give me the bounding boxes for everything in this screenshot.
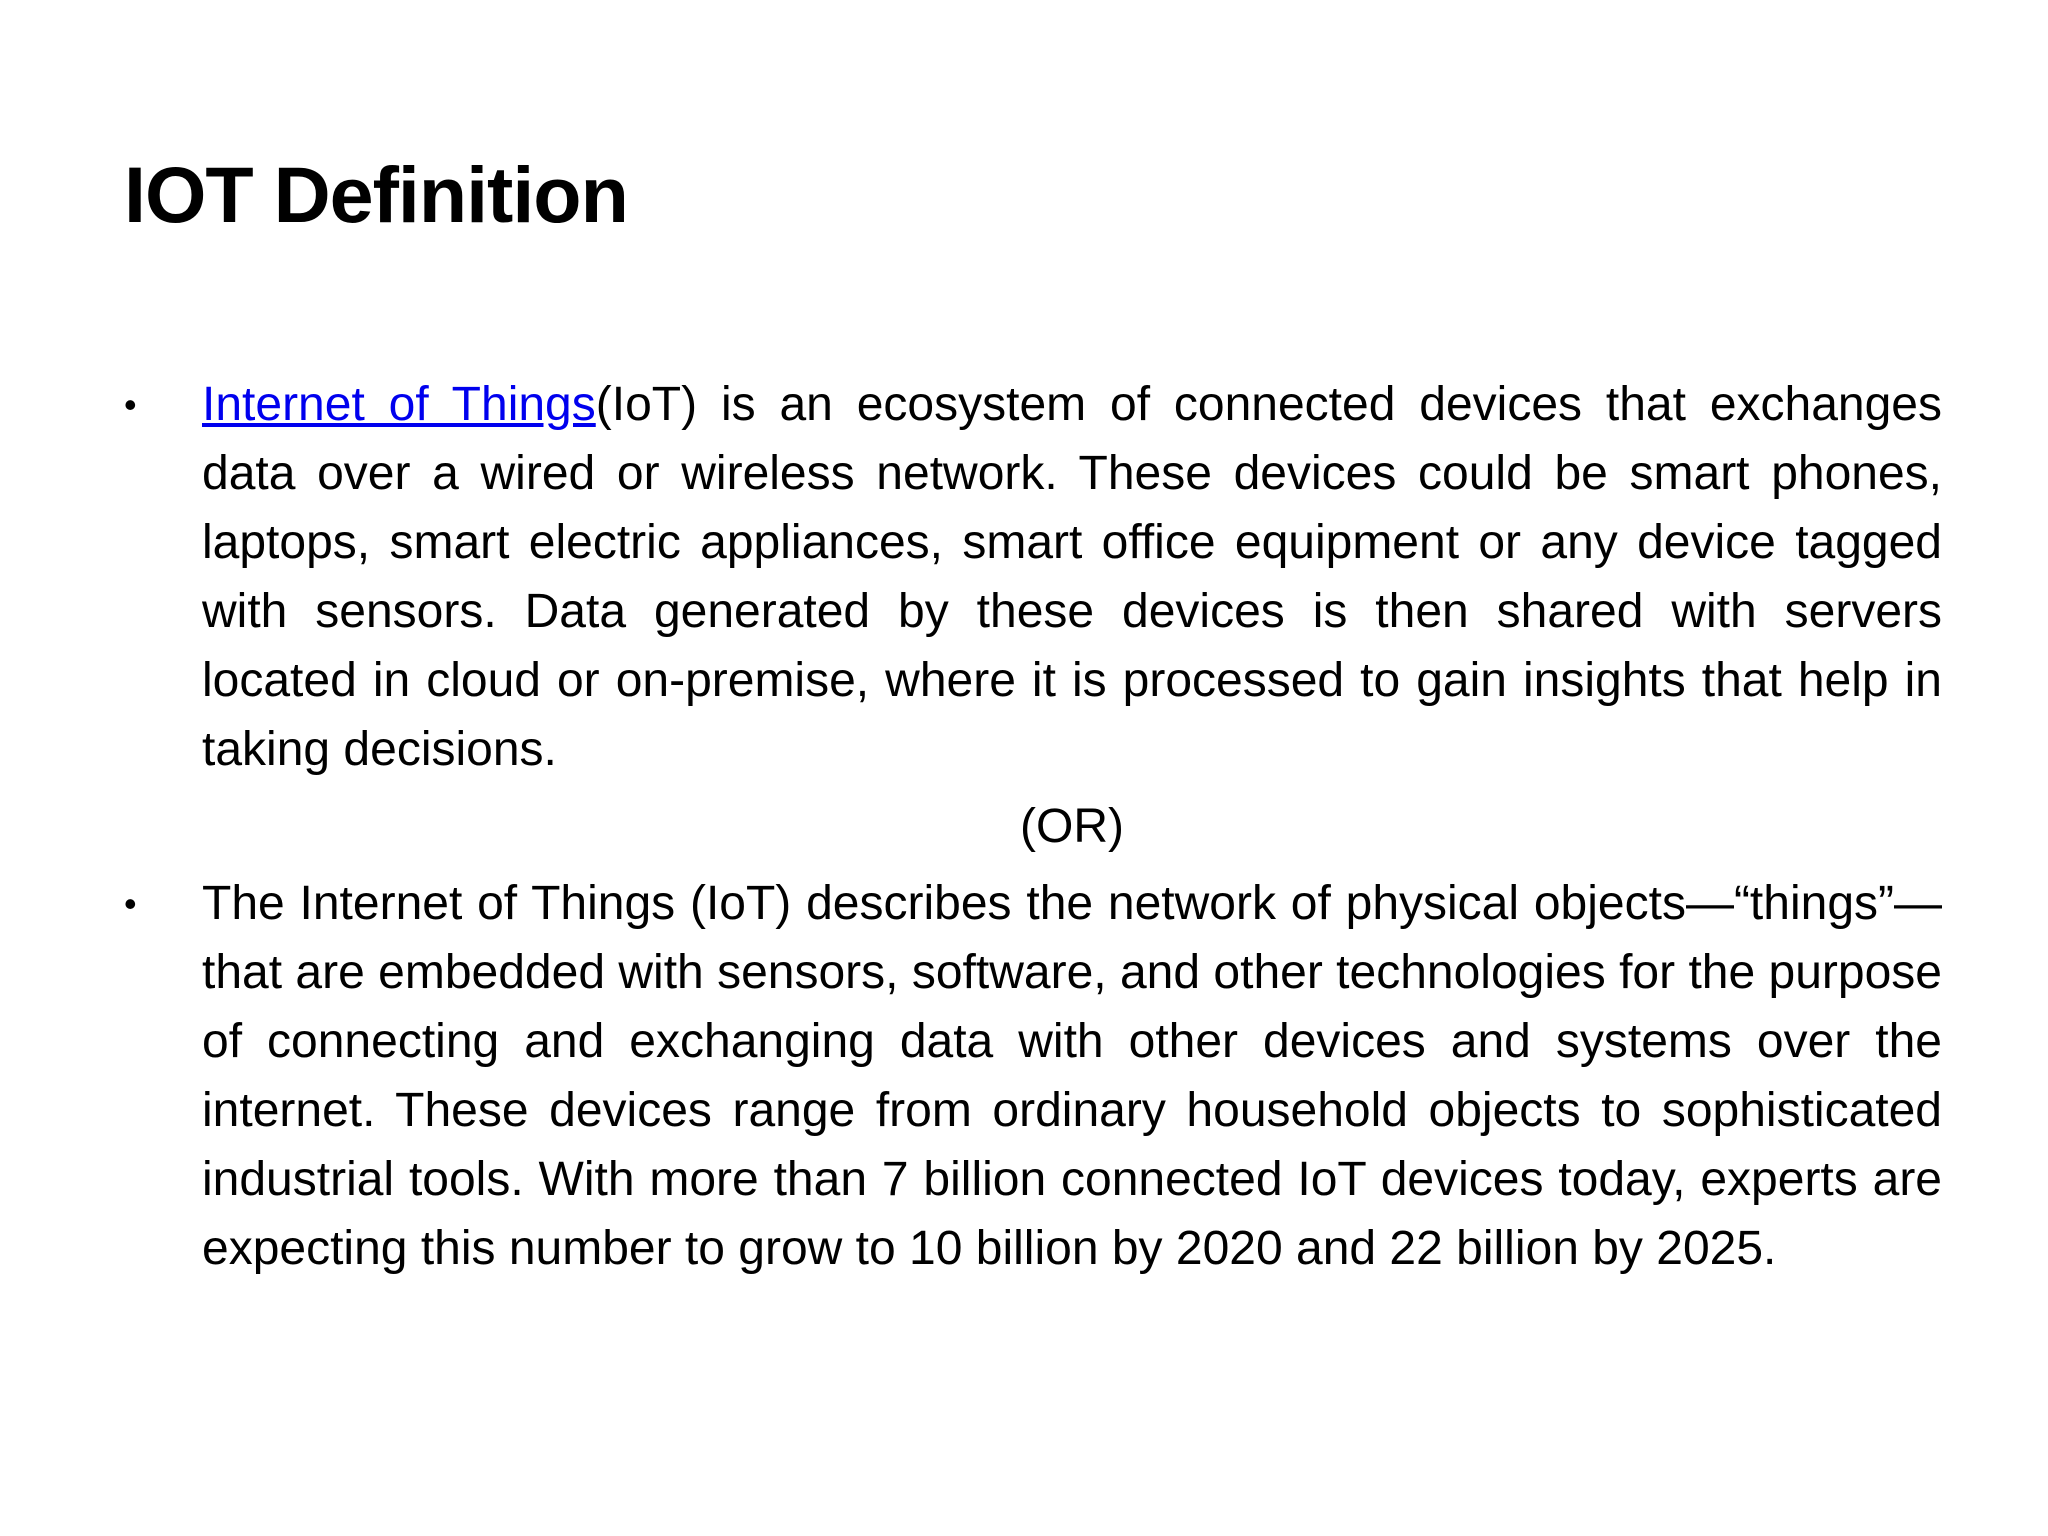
definition-bullet-1	[124, 370, 1942, 784]
definition-text-1: (IoT) is an ecosystem of connected devices that exchanges data over a wired or wireless network. These devices could be smart phones, laptops, smart electric appliances, smart office equipment or any device tagged with sensors. Data generated by these devices is then shared with servers located in cloud or on-premise, where it is processed to gain insights that help in taking decisions.	[202, 378, 1942, 776]
bullet-icon: •	[124, 384, 137, 425]
bullet-icon: •	[124, 883, 137, 924]
definition-list	[124, 370, 1942, 1283]
slide-title: IOT Definition	[124, 150, 628, 239]
internet-of-things-link[interactable]: Internet of Things	[202, 378, 596, 431]
or-separator: (OR)	[1020, 800, 1124, 853]
definition-text-2: The Internet of Things (IoT) describes the network of physical objects—“things”—that are embedded with sensors, software, and other technologies for the purpose of connecting and exchanging data with other devices and systems over the internet. These devices range from ordinary household objects to sophisticated industrial tools. With more than 7 billion connected IoT devices today, experts are expecting this number to grow to 10 billion by 2020 and 22 billion by 2025.	[202, 877, 1942, 1275]
definition-bullet-2	[124, 869, 1942, 1283]
